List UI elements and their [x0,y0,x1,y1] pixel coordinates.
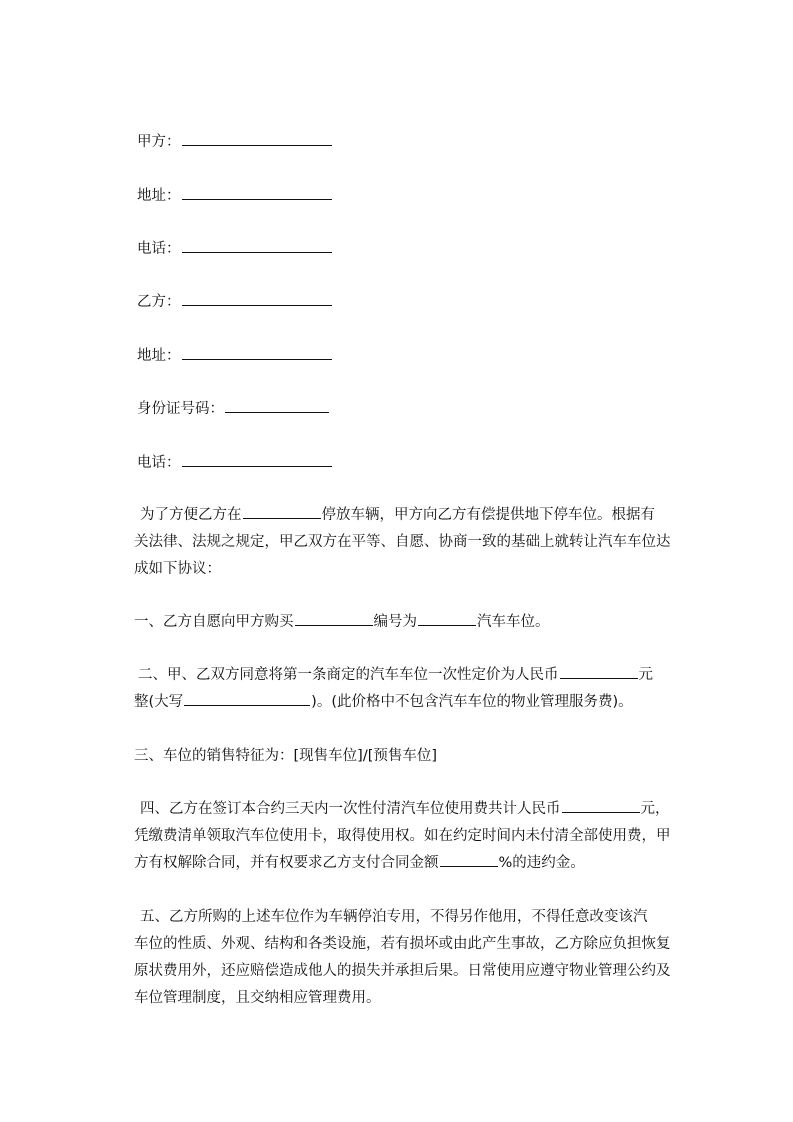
phone-a-field [137,238,333,259]
party-b-label: 乙方： [137,294,181,310]
party-a-field [137,131,333,152]
address-b-blank[interactable] [182,345,332,360]
clause-3-line: 三、车位的销售特征为：[现售车位]/[预售车位] [134,748,438,764]
party-b-field [137,291,333,312]
clause-2-line-2 [134,689,694,716]
clause-text: 编号为 [373,614,417,630]
phone-b-blank[interactable] [182,452,332,467]
phone-b-label: 电话： [137,455,181,471]
clause-4-line-2: 凭缴费清单领取汽车位使用卡，取得使用权。如在约定时间内未付清全部使用费，甲 [134,828,671,844]
id-number-blank[interactable] [225,398,329,413]
phone-b-field [137,452,333,473]
intro-paragraph [134,502,694,583]
party-a-blank[interactable] [182,131,332,146]
id-number-label: 身份证号码： [137,401,224,417]
clause-5-line-2: 车位的性质、外观、结构和各类设施，若有损坏或由此产生事故，乙方除应负担恢复 [134,936,671,952]
clause-4 [134,796,694,877]
address-b-field [137,345,333,366]
clause-1 [134,609,694,636]
party-a-label: 甲方： [137,134,181,150]
intro-line-3: 成如下协议： [134,561,221,577]
phone-a-blank[interactable] [182,238,332,253]
phone-a-label: 电话： [137,241,181,257]
clause-text: 元， [640,801,670,817]
purchase-blank[interactable] [295,611,373,626]
penalty-percent-blank[interactable] [440,852,498,867]
clause-1-line [134,609,694,636]
clause-text: 整(大写 [134,694,184,710]
clause-5-line-4: 车位管理制度，且交纳相应管理费用。 [134,990,381,1006]
clause-2 [134,662,694,716]
id-number-field [137,398,330,419]
clause-2-line-1 [134,662,694,689]
clause-5-line-1: 五、乙方所购的上述车位作为车辆停泊专用，不得另作他用，不得任意改变该汽 [140,909,648,925]
intro-line-2: 关法律、法规之规定，甲乙双方在平等、自愿、协商一致的基础上就转让汽车车位达 [134,534,671,550]
price-in-words-blank[interactable] [184,691,310,706]
clause-text: )。(此价格中不包含汽车车位的物业管理服务费)。 [311,694,633,710]
clause-text: 一、乙方自愿向甲方购买 [134,614,294,630]
clause-text: 汽车车位。 [477,614,550,630]
intro-text: 为了方便乙方在 [140,507,242,523]
parking-location-blank[interactable] [243,504,321,519]
clause-text: 方有权解除合同，并有权要求乙方支付合同金额 [134,855,439,871]
address-a-label: 地址： [137,188,181,204]
clause-text: %的违约金。 [498,855,585,871]
clause-text: 元 [638,667,653,683]
clause-text: 二、甲、乙双方同意将第一条商定的汽车车位一次性定价为人民币 [138,667,559,683]
price-blank[interactable] [560,664,638,679]
intro-text: 停放车辆，甲方向乙方有偿提供地下停车位。根据有 [321,507,655,523]
space-number-blank[interactable] [418,611,476,626]
clause-text: 四、乙方在签订本合约三天内一次性付清汽车位使用费共计人民币 [140,801,561,817]
address-a-blank[interactable] [182,185,332,200]
clause-5 [134,904,694,1012]
clause-3 [134,743,694,770]
address-b-label: 地址： [137,348,181,364]
fee-blank[interactable] [562,798,640,813]
clause-4-line-3 [134,850,694,877]
address-a-field [137,185,333,206]
party-b-blank[interactable] [182,291,332,306]
clause-4-line-1 [134,796,694,823]
clause-5-line-3: 原状费用外，还应赔偿造成他人的损失并承担后果。日常使用应遵守物业管理公约及 [134,963,671,979]
intro-line-1 [134,502,694,529]
